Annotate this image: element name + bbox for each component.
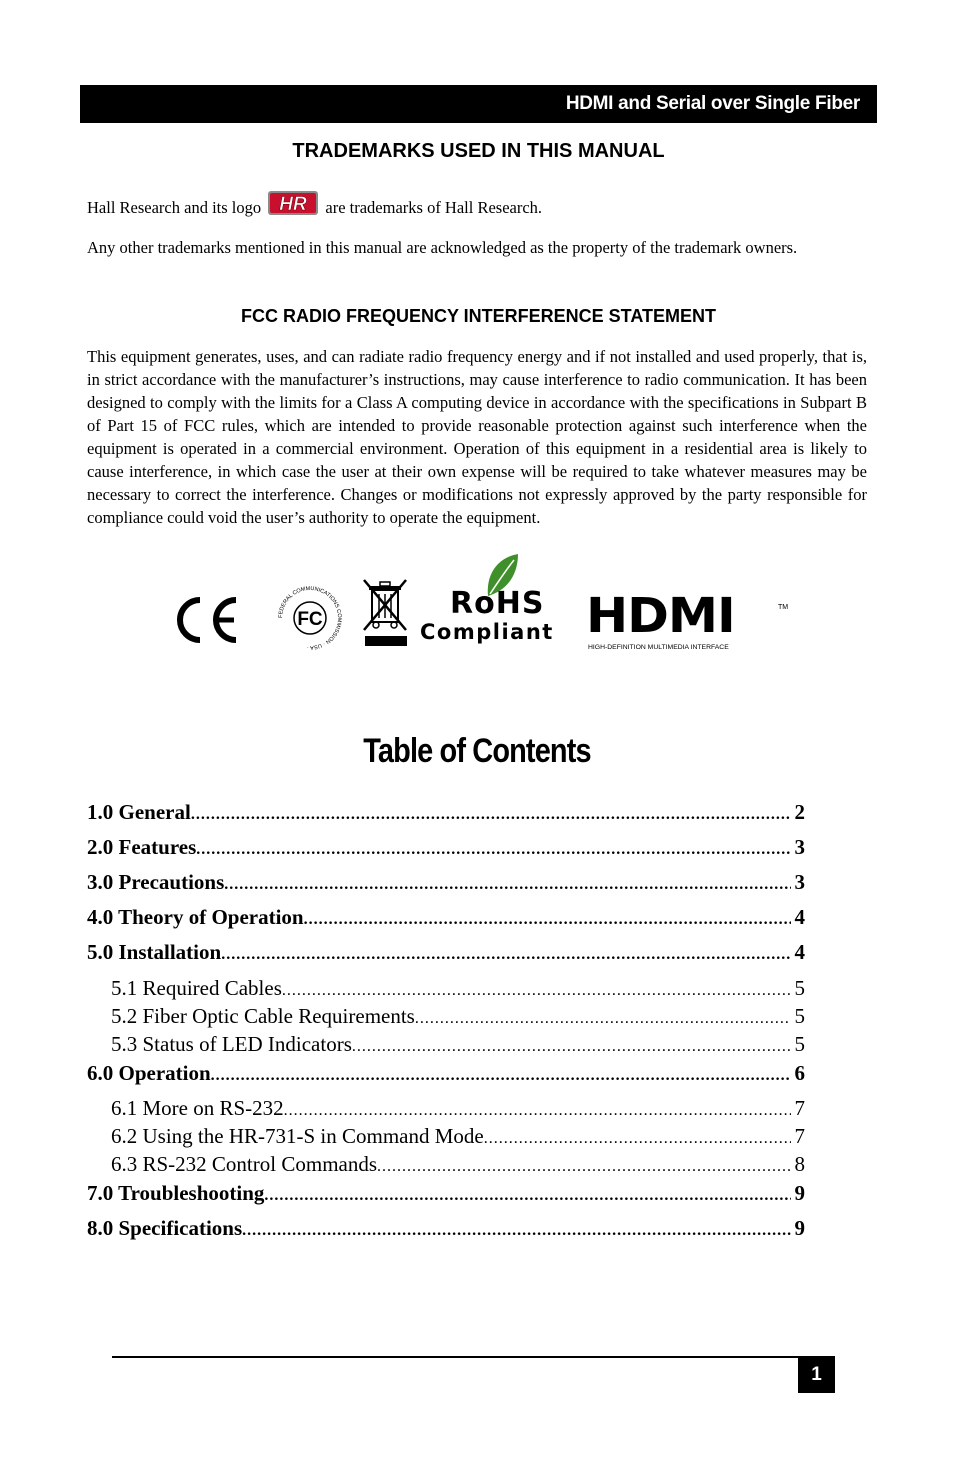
svg-text:HR: HR	[279, 194, 307, 215]
trademarks-text-before-logo: Hall Research and its logo	[87, 198, 262, 217]
toc-entry-features[interactable]	[87, 835, 805, 860]
toc-leader-dots	[211, 1067, 791, 1085]
rohs-text: RoHS	[450, 586, 545, 621]
toc-leader-dots	[242, 1222, 790, 1240]
toc-entry-label: 7.0 Troubleshooting	[87, 1181, 265, 1205]
toc-entry-label: 6.0 Operation	[87, 1061, 211, 1085]
hall-research-logo	[267, 190, 319, 216]
toc-entry-page: 5	[794, 976, 805, 1000]
toc-entry-required-cables[interactable]	[111, 976, 805, 1001]
toc-entry-label: 1.0 General	[87, 800, 191, 824]
toc-entry-status-of-led-indicators[interactable]	[111, 1032, 805, 1057]
toc-title: Table of Contents	[363, 732, 591, 770]
toc-leader-dots	[191, 806, 791, 824]
toc-entry-page: 6	[794, 1061, 805, 1085]
trademarks-paragraph	[87, 190, 867, 219]
trademarks-other-paragraph: Any other trademarks mentioned in this manual are acknowledged as the property of the trademark owners.	[87, 238, 798, 257]
toc-entry-more-on-rs232[interactable]	[111, 1096, 805, 1121]
toc-entry-rs232-control-commands[interactable]	[111, 1152, 805, 1177]
fcc-statement: This equipment generates, uses, and can radiate radio frequency energy and if not installed and used properly, that is, in strict accordance with the manufacturer’s instructions, may cause interference to radio communication. It has been designed to comply with the limits for a Class A computing device in accordance with the specifications in Subpart B of Part 15 of FCC rules, which are intended to provide reasonable protection against such interference when the equipment is operated in a commercial environment. Operation of this equipment in a residential area is likely to cause interference, in which case the user at their own expense will be required to take whatever measures may be necessary to correct the interference. Changes or modifications not expressly approved by the party responsible for compliance could void the user’s authority to operate the equipment.	[87, 347, 867, 527]
toc-leader-dots	[196, 841, 790, 859]
hdmi-subtitle: HIGH-DEFINITION MULTIMEDIA INTERFACE	[588, 644, 729, 651]
toc-leader-dots	[304, 911, 791, 929]
toc-entry-label: 4.0 Theory of Operation	[87, 905, 304, 929]
toc-leader-dots	[284, 1102, 791, 1120]
toc-entry-label: 5.1 Required Cables	[111, 976, 282, 1000]
fcc-mark-text: FC	[297, 609, 323, 630]
header-bar	[80, 85, 877, 123]
toc-leader-dots	[415, 1010, 791, 1028]
toc-entry-general[interactable]	[87, 800, 805, 825]
toc-entry-precautions[interactable]	[87, 870, 805, 895]
toc-entry-installation[interactable]	[87, 940, 805, 965]
toc-entry-specifications[interactable]	[87, 1216, 805, 1241]
toc-entry-label: 6.2 Using the HR-731-S in Command Mode	[111, 1124, 484, 1148]
toc-entry-label: 8.0 Specifications	[87, 1216, 243, 1240]
document-title: HDMI and Serial over Single Fiber	[565, 93, 860, 114]
hdmi-trademark: TM	[778, 604, 789, 611]
toc-entry-label: 6.3 RS-232 Control Commands	[111, 1152, 378, 1176]
toc-leader-dots	[377, 1158, 790, 1176]
weee-bin-icon	[360, 574, 412, 650]
toc-entry-label: 5.3 Status of LED Indicators	[111, 1032, 352, 1056]
toc-entry-page: 9	[794, 1181, 805, 1205]
toc-entry-label: 5.0 Installation	[87, 940, 222, 964]
certification-logos	[160, 550, 800, 660]
toc-entry-page: 5	[794, 1004, 805, 1028]
toc-entry-theory-of-operation[interactable]	[87, 905, 805, 930]
toc-entry-page: 7	[794, 1096, 805, 1120]
toc-entry-page: 3	[794, 870, 805, 894]
toc-entry-page: 2	[794, 800, 805, 824]
toc-leader-dots	[224, 876, 790, 894]
toc-entry-page: 5	[794, 1032, 805, 1056]
toc-entry-troubleshooting[interactable]	[87, 1181, 805, 1206]
toc-entry-page: 9	[794, 1216, 805, 1240]
toc-leader-dots	[264, 1187, 790, 1205]
toc-leader-dots	[282, 982, 791, 1000]
hdmi-logo	[586, 588, 792, 658]
toc-entry-fiber-optic-cable-requirements[interactable]	[111, 1004, 805, 1029]
toc-entry-label: 6.1 More on RS-232	[111, 1096, 284, 1120]
trademarks-text-after-logo: are trademarks of Hall Research.	[325, 198, 543, 217]
toc-entry-page: 7	[794, 1124, 805, 1148]
toc-entry-label: 2.0 Features	[87, 835, 197, 859]
toc-leader-dots	[221, 946, 790, 964]
fcc-ring-text: FEDERAL COMMUNICATIONS COMMISSION · USA ·	[277, 585, 343, 651]
ce-mark-icon	[170, 594, 242, 646]
toc-entry-page: 4	[794, 940, 805, 964]
toc-entry-page: 3	[794, 835, 805, 859]
toc-leader-dots	[484, 1130, 791, 1148]
rohs-compliant-logo	[418, 552, 588, 652]
hdmi-wordmark: HDMI	[586, 588, 735, 644]
trademarks-heading: TRADEMARKS USED IN THIS MANUAL	[292, 140, 665, 162]
footer-rule	[112, 1356, 798, 1358]
toc-entry-operation[interactable]	[87, 1061, 805, 1086]
toc-entry-page: 8	[794, 1152, 805, 1176]
toc-leader-dots	[352, 1038, 791, 1056]
toc-entry-label: 5.2 Fiber Optic Cable Requirements	[111, 1004, 415, 1028]
fcc-heading: FCC RADIO FREQUENCY INTERFERENCE STATEMENT	[240, 306, 716, 326]
toc-entry-page: 4	[794, 905, 805, 929]
toc-entry-label: 3.0 Precautions	[87, 870, 225, 894]
compliant-text: Compliant	[420, 620, 554, 644]
page-number: 1	[798, 1356, 835, 1393]
fcc-mark-icon	[272, 580, 348, 656]
toc-entry-command-mode[interactable]	[111, 1124, 805, 1149]
